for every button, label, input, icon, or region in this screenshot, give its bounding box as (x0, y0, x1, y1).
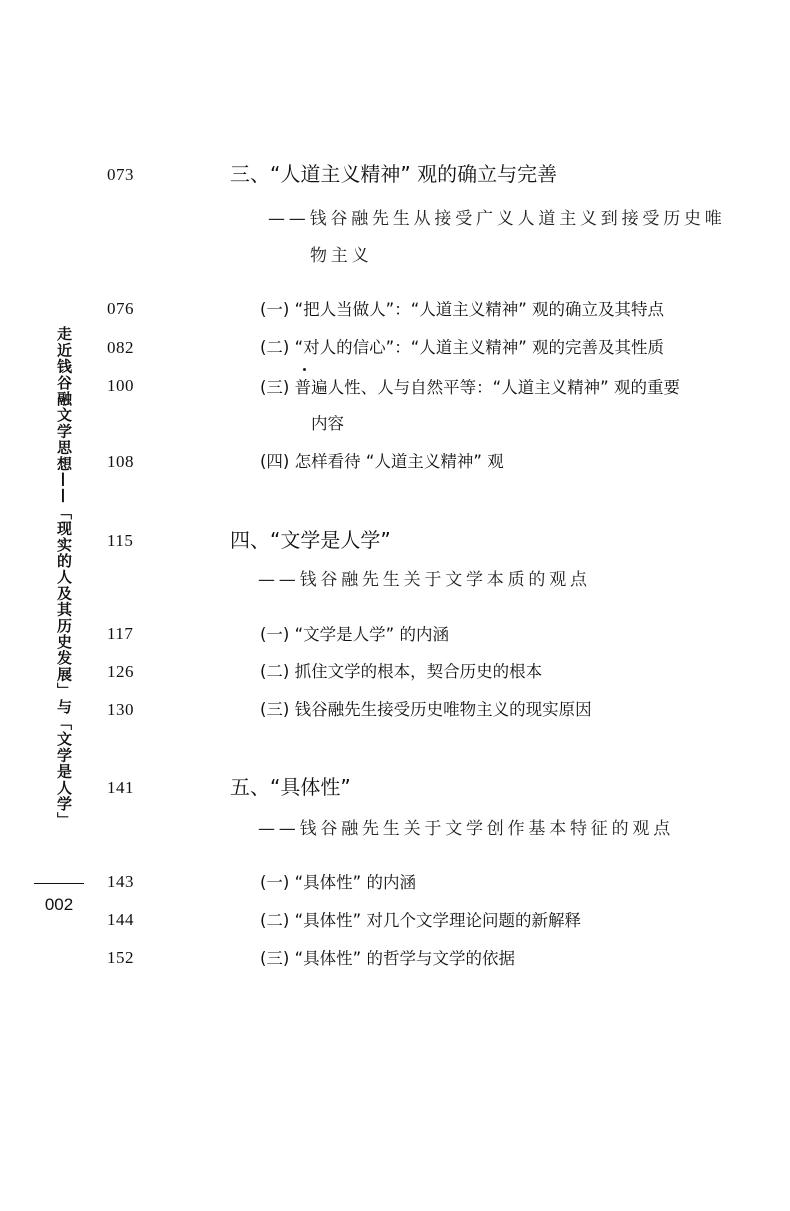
toc-entry: (四) 怎样看待 “人道主义精神” 观 (260, 452, 504, 471)
folio-rule (34, 883, 84, 884)
toc-page-number: 076 (107, 299, 134, 318)
section-4-page: 115 (107, 531, 134, 550)
print-speck (303, 368, 306, 371)
toc-page-number: 126 (107, 662, 134, 681)
toc-entry: (二) 抓住文学的根本，契合历史的根本 (260, 662, 543, 681)
section-4-title: 四、“文学是人学” (230, 528, 391, 552)
toc-entry: (三) 钱谷融先生接受历史唯物主义的现实原因 (260, 700, 592, 719)
section-5-title: 五、“具体性” (230, 775, 351, 799)
toc-page-number: 100 (107, 376, 134, 395)
toc-entry: (三) 普遍人性、人与自然平等：“人道主义精神” 观的重要 (260, 378, 680, 397)
toc-entry: (二) “具体性” 对几个文学理论问题的新解释 (260, 911, 581, 930)
toc-page-number: 117 (107, 624, 134, 643)
running-book-title: 走近钱谷融文学思想——「现实的人及其历史发展」与「文学是人学」 (55, 326, 73, 829)
toc-page-number: 082 (107, 338, 134, 357)
toc-page-number: 108 (107, 452, 134, 471)
toc-entry: (一) “具体性” 的内涵 (260, 873, 416, 892)
toc-page-number: 144 (107, 910, 134, 929)
page-number: 002 (44, 895, 74, 914)
section-5-subtitle: ——钱谷融先生关于文学创作基本特征的观点 (258, 819, 674, 839)
toc-entry: (一) “把人当做人”：“人道主义精神” 观的确立及其特点 (260, 300, 665, 319)
toc-page-number: 152 (107, 948, 134, 967)
section-3-page: 073 (107, 165, 134, 184)
toc-entry: (一) “文学是人学” 的内涵 (260, 625, 449, 644)
toc-entry: (三) “具体性” 的哲学与文学的依据 (260, 949, 515, 968)
toc-page-number: 143 (107, 872, 134, 891)
section-3-title: 三、“人道主义精神” 观的确立与完善 (230, 162, 558, 186)
section-3-subtitle-cont: 物主义 (310, 246, 373, 266)
section-4-subtitle: ——钱谷融先生关于文学本质的观点 (258, 570, 591, 590)
toc-entry: (二) “对人的信心”：“人道主义精神” 观的完善及其性质 (260, 338, 665, 357)
toc-page-number: 130 (107, 700, 134, 719)
section-3-subtitle: ——钱谷融先生从接受广义人道主义到接受历史唯 (268, 209, 726, 229)
toc-entry-cont: 内容 (311, 414, 344, 433)
section-5-page: 141 (107, 778, 134, 797)
